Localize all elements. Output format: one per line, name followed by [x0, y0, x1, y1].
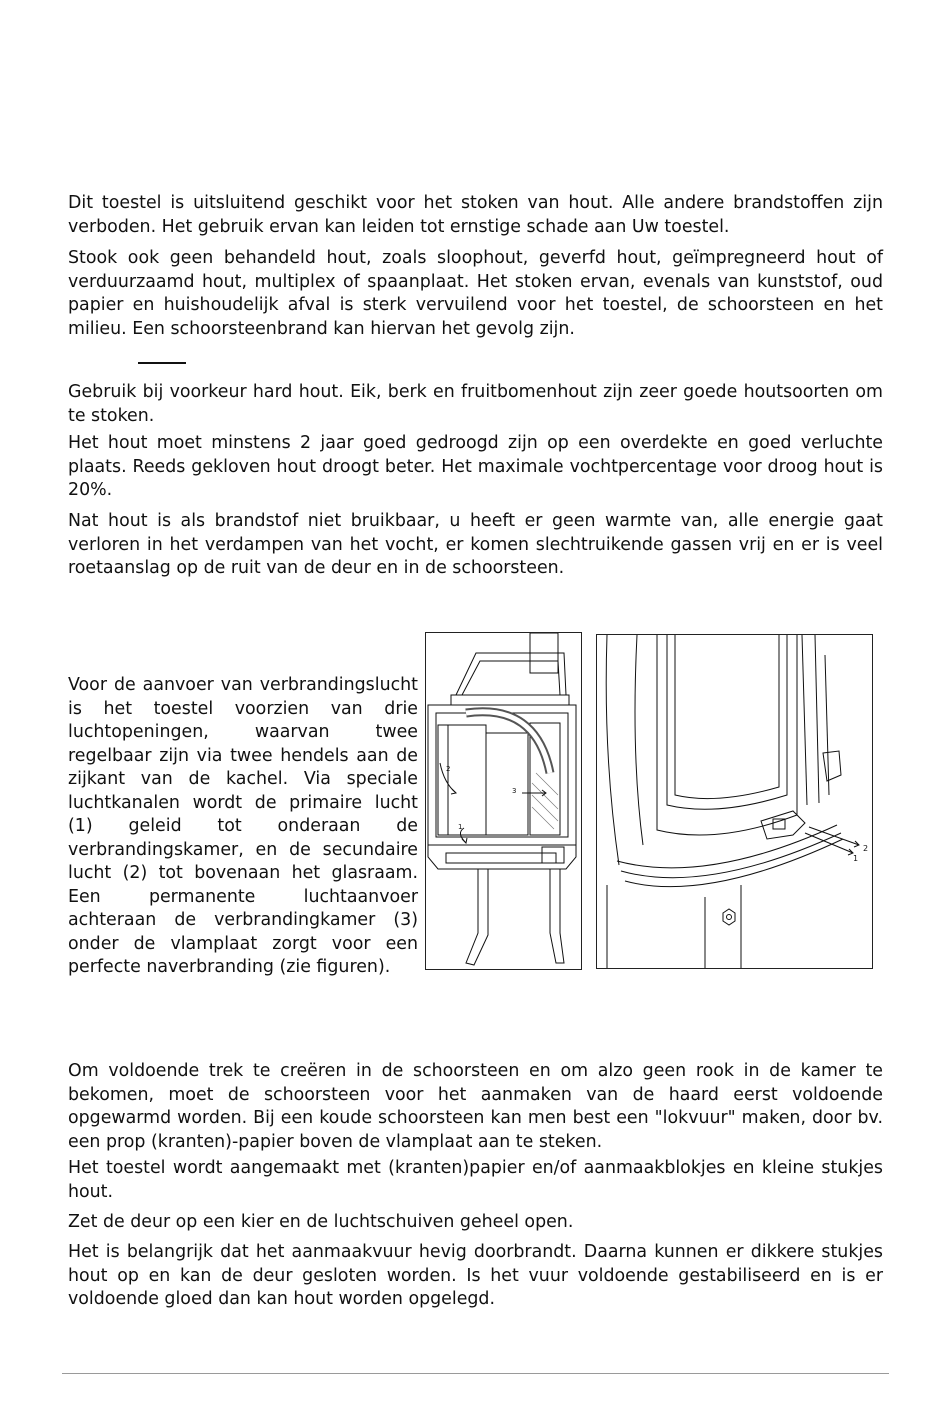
paragraph-drying: Het hout moet minstens 2 jaar goed gedroogd zijn op een overdekte en goed verluchte plaats. Reeds gekloven hout droogt beter. Het maximale vochtpercentage voor droog hout is 20%. [68, 433, 883, 500]
figure-stove-cross-section [425, 632, 582, 970]
figure-stove-front-detail [596, 634, 873, 969]
paragraph-wet-wood: Nat hout is als brandstof niet bruikbaar, u heeft er geen warmte van, alle energie gaat verloren in het verdampen van het vocht, er komen slechtruikende gassen vrij en er is veel roetaanslag op de ruit van de deur en in de schoorsteen. [68, 511, 883, 578]
stove-cross-section-drawing [426, 633, 581, 969]
label-lever-secondary: 2 [863, 844, 869, 853]
paragraph-fuel-wood-only: Dit toestel is uitsluitend geschikt voor het stoken van hout. Alle andere brandstoffen zijn verboden. Het gebruik ervan kan leiden tot ernstige schade aan Uw toestel. [68, 193, 883, 237]
section-underline [138, 362, 186, 364]
paragraph-no-treated-wood: Stook ook geen behandeld hout, zoals sloophout, geverfd hout, geïmpregneerd hout of verduurzaamd hout, multiplex of spaanplaat. Het stoken ervan, evenals van kunststof, oud papier en huishoudelijk afval is sterk vervuilend voor het toestel, de schoorsteen en het milieu. Een schoorsteenbrand kan hiervan het gevolg zijn. [68, 248, 883, 339]
label-rear-air: 3 [512, 787, 517, 795]
paragraph-kindling: Het toestel wordt aangemaakt met (kranten)papier en/of aanmaakblokjes en kleine stukjes hout. [68, 1158, 883, 1202]
footer-divider [62, 1373, 889, 1374]
stove-front-detail-drawing [597, 635, 872, 968]
paragraph-fire-burning: Het is belangrijk dat het aanmaakvuur hevig doorbrandt. Daarna kunnen er dikkere stukjes hout op en kan de deur gesloten worden. Is het vuur voldoende gestabiliseerd en is er voldoende gloed dan kan hout worden opgelegd. [68, 1242, 883, 1309]
paragraph-hardwood: Gebruik bij voorkeur hard hout. Eik, berk en fruitbomenhout zijn zeer goede houtsoorten om te stoken. [68, 382, 883, 426]
label-primary-air: 1 [458, 823, 463, 831]
paragraph-door-ajar: Zet de deur op een kier en de luchtschuiven geheel open. [68, 1212, 574, 1232]
paragraph-chimney-draft: Om voldoende trek te creëren in de schoorsteen en om alzo geen rook in de kamer te bekomen, moet de schoorsteen voor het aanmaken van de haard eerst voldoende opgewarmd worden. Bij een koude schoorsteen kan men best een "lokvuur" maken, door bv. een prop (kranten)-papier boven de vlamplaat aan te steken. [68, 1061, 883, 1152]
label-lever-primary: 1 [853, 854, 859, 863]
paragraph-combustion-air: Voor de aanvoer van verbrandingslucht is het toestel voorzien van drie luchtopeningen, waarvan twee regelbaar zijn via twee hendels aan de zijkant van de kachel. Via speciale luchtkanalen wordt de primaire lucht (1) geleid tot onderaan de verbrandingskamer, en de secundaire lucht (2) tot bovenaan het glasraam. Een permanente luchtaanvoer achteraan de verbrandingkamer (3) onder de vlamplaat zorgt voor een perfecte naverbranding (zie figuren). [68, 675, 418, 977]
label-secondary-air: 2 [446, 765, 451, 773]
